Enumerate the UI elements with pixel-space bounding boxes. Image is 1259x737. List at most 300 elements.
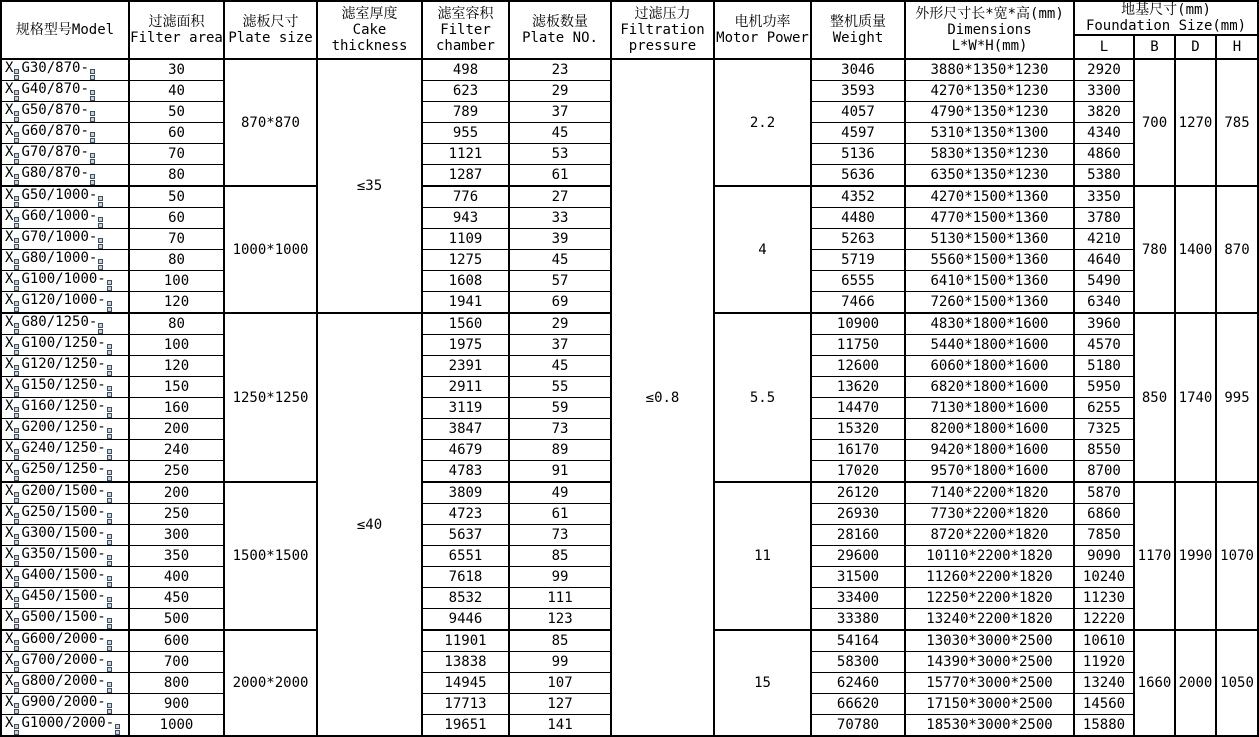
- cell-dimensions: 5310*1350*1300: [905, 123, 1074, 144]
- cell-filter-chamber: 1560: [422, 313, 509, 335]
- cell-filter-area: 200: [129, 419, 224, 440]
- cell-plate-size: 1500*1500: [224, 482, 317, 630]
- cell-foundation-l: 3350: [1074, 186, 1134, 208]
- unreadable-glyph: [107, 640, 112, 651]
- header-plate-size: 滤板尺寸 Plate size: [224, 1, 317, 59]
- cell-filter-chamber: 5637: [422, 525, 509, 546]
- cell-foundation-l: 5870: [1074, 482, 1134, 504]
- unreadable-glyph: [90, 132, 95, 143]
- cell-foundation-l: 3300: [1074, 81, 1134, 102]
- cell-foundation-l: 3780: [1074, 208, 1134, 229]
- cell-plate-no: 91: [509, 461, 611, 483]
- cell-filter-chamber: 623: [422, 81, 509, 102]
- cell-plate-no: 99: [509, 652, 611, 673]
- cell-dimensions: 6820*1800*1600: [905, 377, 1074, 398]
- unreadable-glyph: [107, 407, 112, 418]
- unreadable-glyph: [107, 280, 112, 291]
- cell-plate-no: 57: [509, 271, 611, 292]
- header-model-en: Model: [71, 22, 115, 39]
- cell-plate-no: 45: [509, 356, 611, 377]
- cell-dimensions: 15770*3000*2500: [905, 673, 1074, 694]
- unreadable-glyph: [107, 555, 112, 566]
- cell-dimensions: 9420*1800*1600: [905, 440, 1074, 461]
- header-model-zh: 规格型号: [15, 22, 72, 39]
- cell-filter-chamber: 789: [422, 102, 509, 123]
- unreadable-glyph: [107, 386, 112, 397]
- cell-model: X G150/1250-: [1, 377, 129, 398]
- header-cake-thickness: 滤室厚度 Cake thickness: [317, 1, 422, 59]
- cell-filter-chamber: 7618: [422, 567, 509, 588]
- cell-foundation-l: 9090: [1074, 546, 1134, 567]
- cell-motor-power: 4: [714, 186, 811, 313]
- cell-filter-area: 300: [129, 525, 224, 546]
- cell-weight: 28160: [811, 525, 905, 546]
- cell-dimensions: 5560*1500*1360: [905, 250, 1074, 271]
- cell-foundation-b: 780: [1134, 186, 1175, 313]
- cell-plate-no: 27: [509, 186, 611, 208]
- cell-dimensions: 4790*1350*1230: [905, 102, 1074, 123]
- unreadable-glyph: [98, 238, 103, 249]
- cell-filter-area: 900: [129, 694, 224, 715]
- cell-model: X G120/1000-: [1, 292, 129, 314]
- cell-weight: 10900: [811, 313, 905, 335]
- header-weight: 整机质量 Weight: [811, 1, 905, 59]
- cell-filter-area: 100: [129, 271, 224, 292]
- cell-foundation-l: 5490: [1074, 271, 1134, 292]
- unreadable-glyph: [14, 428, 19, 439]
- cell-dimensions: 4270*1500*1360: [905, 186, 1074, 208]
- cell-motor-power: 2.2: [714, 59, 811, 186]
- cell-filter-area: 700: [129, 652, 224, 673]
- cell-plate-no: 141: [509, 715, 611, 737]
- header-filter-chamber: 滤室容积 Filter chamber: [422, 1, 509, 59]
- cell-dimensions: 7140*2200*1820: [905, 482, 1074, 504]
- cell-filter-chamber: 1121: [422, 144, 509, 165]
- cell-plate-no: 23: [509, 59, 611, 81]
- cell-plate-size: 1000*1000: [224, 186, 317, 313]
- cell-dimensions: 12250*2200*1820: [905, 588, 1074, 609]
- cell-plate-no: 39: [509, 229, 611, 250]
- cell-filter-area: 250: [129, 461, 224, 483]
- cell-model: X G50/1000-: [1, 186, 129, 208]
- cell-filter-area: 80: [129, 165, 224, 187]
- cell-model: X G350/1500-: [1, 546, 129, 567]
- unreadable-glyph: [107, 682, 112, 693]
- unreadable-glyph: [14, 555, 19, 566]
- unreadable-glyph: [90, 90, 95, 101]
- cell-weight: 26930: [811, 504, 905, 525]
- cell-plate-no: 107: [509, 673, 611, 694]
- cell-foundation-d: 1740: [1175, 313, 1216, 482]
- cell-cake-thickness: ≤35: [317, 59, 422, 313]
- cell-dimensions: 10110*2200*1820: [905, 546, 1074, 567]
- unreadable-glyph: [107, 618, 112, 629]
- cell-model: X G160/1250-: [1, 398, 129, 419]
- cell-plate-no: 59: [509, 398, 611, 419]
- cell-weight: 11750: [811, 335, 905, 356]
- cell-filter-chamber: 3119: [422, 398, 509, 419]
- cell-filter-area: 800: [129, 673, 224, 694]
- header-dimensions: 外形尺寸长*宽*高(mm) Dimensions L*W*H(mm): [905, 1, 1074, 59]
- cell-model: X G50/870-: [1, 102, 129, 123]
- cell-plate-no: 111: [509, 588, 611, 609]
- cell-weight: 4057: [811, 102, 905, 123]
- cell-filter-area: 70: [129, 229, 224, 250]
- cell-dimensions: 5130*1500*1360: [905, 229, 1074, 250]
- cell-foundation-d: 2000: [1175, 630, 1216, 736]
- cell-foundation-l: 3820: [1074, 102, 1134, 123]
- cell-model: X G240/1250-: [1, 440, 129, 461]
- cell-dimensions: 4770*1500*1360: [905, 208, 1074, 229]
- cell-foundation-h: 785: [1216, 59, 1258, 186]
- cell-weight: 33380: [811, 609, 905, 631]
- unreadable-glyph: [14, 196, 19, 207]
- cell-foundation-b: 850: [1134, 313, 1175, 482]
- header-foundation-size: 地基尺寸(mm) Foundation Size(mm): [1074, 1, 1258, 35]
- cell-foundation-l: 4340: [1074, 123, 1134, 144]
- unreadable-glyph: [90, 111, 95, 122]
- unreadable-glyph: [14, 407, 19, 418]
- cell-filter-area: 250: [129, 504, 224, 525]
- cell-weight: 3593: [811, 81, 905, 102]
- cell-foundation-l: 14560: [1074, 694, 1134, 715]
- unreadable-glyph: [107, 576, 112, 587]
- cell-weight: 7466: [811, 292, 905, 314]
- cell-foundation-l: 15880: [1074, 715, 1134, 737]
- cell-foundation-h: 870: [1216, 186, 1258, 313]
- cell-weight: 5636: [811, 165, 905, 187]
- cell-dimensions: 4270*1350*1230: [905, 81, 1074, 102]
- unreadable-glyph: [107, 534, 112, 545]
- cell-weight: 5719: [811, 250, 905, 271]
- cell-plate-no: 55: [509, 377, 611, 398]
- unreadable-glyph: [107, 428, 112, 439]
- unreadable-glyph: [90, 153, 95, 164]
- header-model: [1, 1, 129, 59]
- cell-filter-chamber: 4783: [422, 461, 509, 483]
- cell-filter-area: 160: [129, 398, 224, 419]
- cell-model: X G450/1500-: [1, 588, 129, 609]
- cell-model: X G500/1500-: [1, 609, 129, 631]
- cell-weight: 5263: [811, 229, 905, 250]
- cell-model: X G300/1500-: [1, 525, 129, 546]
- cell-filter-chamber: 776: [422, 186, 509, 208]
- cell-filter-area: 120: [129, 292, 224, 314]
- unreadable-glyph: [107, 597, 112, 608]
- cell-motor-power: 15: [714, 630, 811, 736]
- cell-model: X G250/1500-: [1, 504, 129, 525]
- cell-dimensions: 6060*1800*1600: [905, 356, 1074, 377]
- unreadable-glyph: [14, 618, 19, 629]
- cell-dimensions: 7730*2200*1820: [905, 504, 1074, 525]
- cell-foundation-l: 4210: [1074, 229, 1134, 250]
- unreadable-glyph: [98, 259, 103, 270]
- cell-foundation-l: 4860: [1074, 144, 1134, 165]
- cell-foundation-l: 6340: [1074, 292, 1134, 314]
- unreadable-glyph: [107, 449, 112, 460]
- cell-dimensions: 6410*1500*1360: [905, 271, 1074, 292]
- cell-foundation-l: 6860: [1074, 504, 1134, 525]
- cell-filter-chamber: 1608: [422, 271, 509, 292]
- cell-filter-chamber: 955: [422, 123, 509, 144]
- unreadable-glyph: [14, 470, 19, 481]
- unreadable-glyph: [14, 449, 19, 460]
- cell-filter-area: 60: [129, 123, 224, 144]
- cell-model: X G70/870-: [1, 144, 129, 165]
- unreadable-glyph: [14, 301, 19, 312]
- cell-filter-chamber: 3809: [422, 482, 509, 504]
- unreadable-glyph: [14, 90, 19, 101]
- cell-dimensions: 5830*1350*1230: [905, 144, 1074, 165]
- cell-weight: 31500: [811, 567, 905, 588]
- cell-foundation-l: 10240: [1074, 567, 1134, 588]
- cell-filter-chamber: 6551: [422, 546, 509, 567]
- cell-weight: 17020: [811, 461, 905, 483]
- cell-dimensions: 13240*2200*1820: [905, 609, 1074, 631]
- cell-model: X G100/1000-: [1, 271, 129, 292]
- table-row: [1, 59, 1258, 81]
- cell-motor-power: 5.5: [714, 313, 811, 482]
- cell-model: X G80/1250-: [1, 313, 129, 335]
- unreadable-glyph: [14, 323, 19, 334]
- cell-plate-size: 870*870: [224, 59, 317, 186]
- cell-dimensions: 5440*1800*1600: [905, 335, 1074, 356]
- cell-dimensions: 7130*1800*1600: [905, 398, 1074, 419]
- cell-weight: 4597: [811, 123, 905, 144]
- unreadable-glyph: [98, 217, 103, 228]
- cell-dimensions: 18530*3000*2500: [905, 715, 1074, 737]
- cell-foundation-d: 1990: [1175, 482, 1216, 630]
- cell-filter-area: 500: [129, 609, 224, 631]
- cell-foundation-d: 1270: [1175, 59, 1216, 186]
- cell-foundation-l: 13240: [1074, 673, 1134, 694]
- cell-dimensions: 3880*1350*1230: [905, 59, 1074, 81]
- cell-filter-chamber: 4723: [422, 504, 509, 525]
- cell-plate-no: 29: [509, 313, 611, 335]
- unreadable-glyph: [14, 280, 19, 291]
- cell-plate-no: 49: [509, 482, 611, 504]
- unreadable-glyph: [98, 196, 103, 207]
- cell-foundation-l: 11230: [1074, 588, 1134, 609]
- cell-filter-area: 150: [129, 377, 224, 398]
- unreadable-glyph: [107, 365, 112, 376]
- cell-weight: 54164: [811, 630, 905, 652]
- cell-dimensions: 7260*1500*1360: [905, 292, 1074, 314]
- cell-foundation-h: 1070: [1216, 482, 1258, 630]
- cell-filter-chamber: 1975: [422, 335, 509, 356]
- cell-plate-no: 61: [509, 504, 611, 525]
- cell-plate-no: 33: [509, 208, 611, 229]
- cell-filter-chamber: 17713: [422, 694, 509, 715]
- unreadable-glyph: [14, 111, 19, 122]
- cell-foundation-l: 6255: [1074, 398, 1134, 419]
- unreadable-glyph: [107, 661, 112, 672]
- cell-foundation-l: 5380: [1074, 165, 1134, 187]
- cell-dimensions: 13030*3000*2500: [905, 630, 1074, 652]
- cell-filter-chamber: 3847: [422, 419, 509, 440]
- cell-weight: 26120: [811, 482, 905, 504]
- unreadable-glyph: [115, 724, 120, 735]
- cell-weight: 5136: [811, 144, 905, 165]
- cell-foundation-b: 700: [1134, 59, 1175, 186]
- cell-dimensions: 17150*3000*2500: [905, 694, 1074, 715]
- cell-weight: 14470: [811, 398, 905, 419]
- cell-filter-area: 450: [129, 588, 224, 609]
- cell-foundation-l: 5950: [1074, 377, 1134, 398]
- cell-filter-area: 40: [129, 81, 224, 102]
- cell-foundation-l: 7325: [1074, 419, 1134, 440]
- unreadable-glyph: [14, 132, 19, 143]
- unreadable-glyph: [14, 69, 19, 80]
- cell-dimensions: 14390*3000*2500: [905, 652, 1074, 673]
- cell-weight: 16170: [811, 440, 905, 461]
- unreadable-glyph: [14, 365, 19, 376]
- cell-foundation-l: 11920: [1074, 652, 1134, 673]
- unreadable-glyph: [14, 661, 19, 672]
- unreadable-glyph: [14, 174, 19, 185]
- cell-weight: 4480: [811, 208, 905, 229]
- cell-plate-no: 29: [509, 81, 611, 102]
- header-filter-area: 过滤面积 Filter area: [129, 1, 224, 59]
- header-foundation-l: L: [1074, 35, 1134, 59]
- unreadable-glyph: [90, 69, 95, 80]
- unreadable-glyph: [14, 344, 19, 355]
- cell-model: X G800/2000-: [1, 673, 129, 694]
- cell-plate-no: 45: [509, 250, 611, 271]
- header-motor-power: 电机功率 Motor Power: [714, 1, 811, 59]
- cell-dimensions: 9570*1800*1600: [905, 461, 1074, 483]
- cell-model: X G400/1500-: [1, 567, 129, 588]
- cell-weight: 13620: [811, 377, 905, 398]
- cell-plate-no: 85: [509, 546, 611, 567]
- cell-weight: 29600: [811, 546, 905, 567]
- cell-weight: 6555: [811, 271, 905, 292]
- unreadable-glyph: [14, 724, 19, 735]
- unreadable-glyph: [14, 682, 19, 693]
- cell-model: X G250/1250-: [1, 461, 129, 483]
- cell-plate-no: 123: [509, 609, 611, 631]
- cell-foundation-l: 12220: [1074, 609, 1134, 631]
- cell-filter-area: 80: [129, 313, 224, 335]
- cell-weight: 15320: [811, 419, 905, 440]
- cell-plate-size: 2000*2000: [224, 630, 317, 736]
- cell-model: X G120/1250-: [1, 356, 129, 377]
- cell-filter-area: 70: [129, 144, 224, 165]
- cell-foundation-b: 1170: [1134, 482, 1175, 630]
- cell-model: X G80/1000-: [1, 250, 129, 271]
- cell-model: X G900/2000-: [1, 694, 129, 715]
- cell-dimensions: 6350*1350*1230: [905, 165, 1074, 187]
- cell-foundation-b: 1660: [1134, 630, 1175, 736]
- header-filtration-pressure: 过滤压力 Filtration pressure: [611, 1, 714, 59]
- cell-filter-chamber: 1287: [422, 165, 509, 187]
- cell-filter-area: 400: [129, 567, 224, 588]
- cell-foundation-l: 4640: [1074, 250, 1134, 271]
- cell-weight: 62460: [811, 673, 905, 694]
- cell-filter-area: 1000: [129, 715, 224, 737]
- cell-plate-no: 37: [509, 102, 611, 123]
- cell-model: X G40/870-: [1, 81, 129, 102]
- cell-foundation-l: 7850: [1074, 525, 1134, 546]
- cell-plate-no: 73: [509, 419, 611, 440]
- cell-filter-chamber: 9446: [422, 609, 509, 631]
- cell-filtration-pressure: ≤0.8: [611, 59, 714, 736]
- cell-foundation-l: 3960: [1074, 313, 1134, 335]
- cell-model: X G200/1500-: [1, 482, 129, 504]
- unreadable-glyph: [14, 153, 19, 164]
- cell-plate-no: 99: [509, 567, 611, 588]
- cell-foundation-l: 10610: [1074, 630, 1134, 652]
- cell-foundation-d: 1400: [1175, 186, 1216, 313]
- unreadable-glyph: [14, 386, 19, 397]
- cell-filter-area: 350: [129, 546, 224, 567]
- cell-plate-no: 53: [509, 144, 611, 165]
- cell-filter-chamber: 1109: [422, 229, 509, 250]
- cell-foundation-l: 8700: [1074, 461, 1134, 483]
- cell-filter-chamber: 1275: [422, 250, 509, 271]
- unreadable-glyph: [107, 344, 112, 355]
- cell-filter-chamber: 11901: [422, 630, 509, 652]
- cell-filter-chamber: 1941: [422, 292, 509, 314]
- cell-weight: 66620: [811, 694, 905, 715]
- cell-plate-no: 45: [509, 123, 611, 144]
- unreadable-glyph: [14, 217, 19, 228]
- unreadable-glyph: [107, 513, 112, 524]
- cell-filter-chamber: 19651: [422, 715, 509, 737]
- cell-filter-chamber: 2391: [422, 356, 509, 377]
- unreadable-glyph: [14, 576, 19, 587]
- cell-foundation-h: 995: [1216, 313, 1258, 482]
- cell-model: X G60/870-: [1, 123, 129, 144]
- header-foundation-d: D: [1175, 35, 1216, 59]
- unreadable-glyph: [107, 470, 112, 481]
- cell-plate-no: 37: [509, 335, 611, 356]
- cell-filter-chamber: 498: [422, 59, 509, 81]
- unreadable-glyph: [14, 492, 19, 503]
- cell-plate-no: 89: [509, 440, 611, 461]
- cell-foundation-l: 5180: [1074, 356, 1134, 377]
- cell-plate-size: 1250*1250: [224, 313, 317, 482]
- header-foundation-h: H: [1216, 35, 1258, 59]
- cell-foundation-l: 4570: [1074, 335, 1134, 356]
- cell-filter-chamber: 13838: [422, 652, 509, 673]
- unreadable-glyph: [14, 640, 19, 651]
- cell-model: X G200/1250-: [1, 419, 129, 440]
- unreadable-glyph: [107, 492, 112, 503]
- cell-model: X G30/870-: [1, 59, 129, 81]
- cell-filter-area: 200: [129, 482, 224, 504]
- cell-plate-no: 85: [509, 630, 611, 652]
- cell-filter-chamber: 8532: [422, 588, 509, 609]
- cell-weight: 58300: [811, 652, 905, 673]
- cell-plate-no: 73: [509, 525, 611, 546]
- cell-filter-chamber: 4679: [422, 440, 509, 461]
- unreadable-glyph: [90, 174, 95, 185]
- cell-dimensions: 4830*1800*1600: [905, 313, 1074, 335]
- cell-plate-no: 127: [509, 694, 611, 715]
- cell-filter-area: 100: [129, 335, 224, 356]
- cell-filter-area: 240: [129, 440, 224, 461]
- cell-weight: 12600: [811, 356, 905, 377]
- cell-filter-chamber: 2911: [422, 377, 509, 398]
- unreadable-glyph: [14, 534, 19, 545]
- cell-filter-area: 600: [129, 630, 224, 652]
- unreadable-glyph: [107, 703, 112, 714]
- cell-plate-no: 61: [509, 165, 611, 187]
- unreadable-glyph: [107, 301, 112, 312]
- cell-filter-area: 80: [129, 250, 224, 271]
- cell-weight: 3046: [811, 59, 905, 81]
